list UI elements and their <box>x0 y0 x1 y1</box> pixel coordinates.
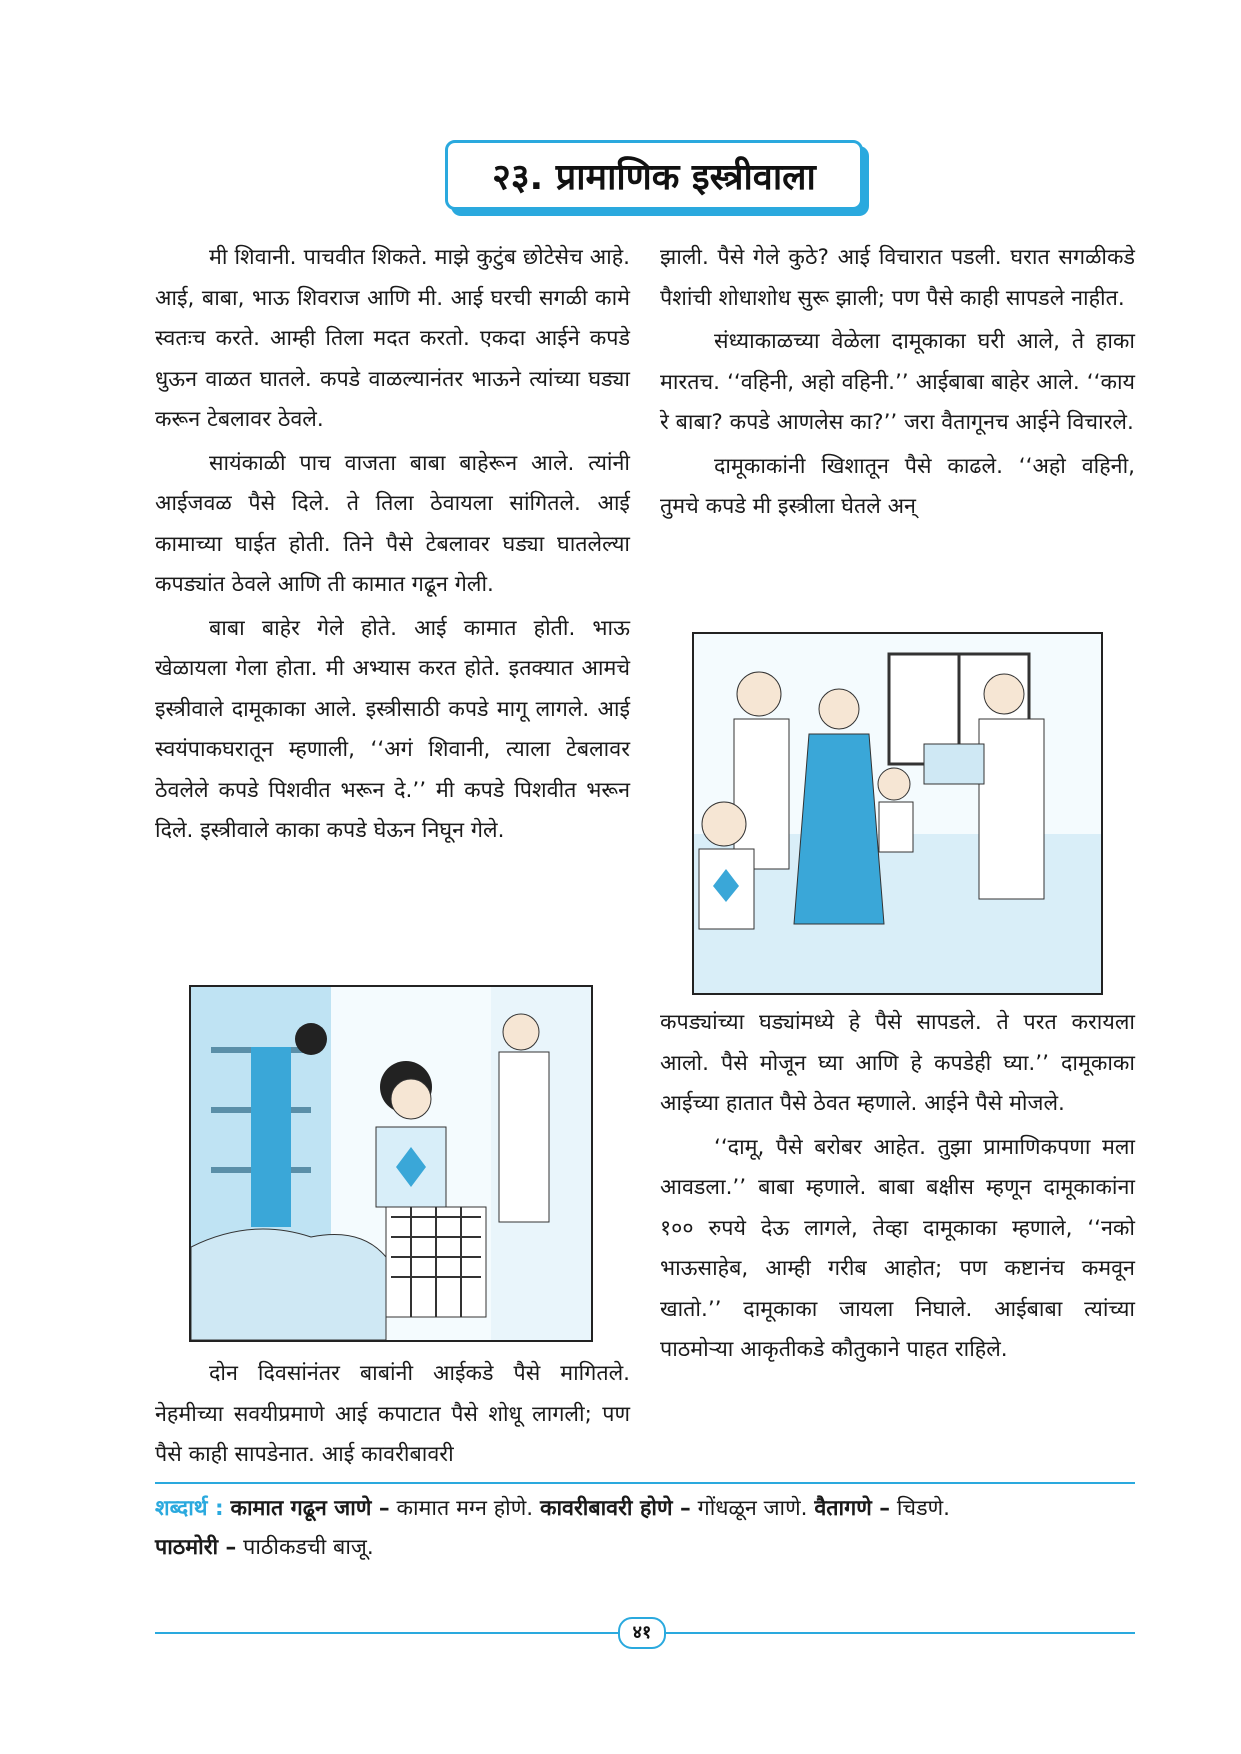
glossary-meaning: चिडणे. <box>896 1496 950 1521</box>
glossary-divider <box>155 1482 1135 1484</box>
glossary-term: वैतागणे – <box>814 1496 891 1521</box>
paragraph: झाली. पैसे गेले कुठे? आई विचारात पडली. घरात सगळीकडे पैशांची शोधाशोध सुरू झाली; पण पैसे काही सापडले नाहीत. <box>660 245 1135 311</box>
glossary-term: कावरीबावरी होणे – <box>539 1496 691 1521</box>
illustration-girl-packing-clothes <box>189 985 593 1342</box>
paragraph: सायंकाळी पाच वाजता बाबा बाहेरून आले. त्यांनी आईजवळ पैसे दिले. ते तिला ठेवायला सांगितले. आई कामाच्या घाईत होती. तिने पैसे टेबलावर घड्या घातलेल्या कपड्यांत ठेवले आणि ती कामात गढून गेली. <box>155 450 630 597</box>
right-column-top <box>660 238 1135 531</box>
glossary-heading: शब्दार्थ : <box>155 1496 224 1521</box>
paragraph: ‘‘दामू, पैसे बरोबर आहेत. तुझा प्रामाणिकपणा मला आवडला.’’ बाबा म्हणाले. बाबा बक्षीस म्हणून दामूकाकांना १०० रुपये देऊ लागले, तेव्हा दामूकाका म्हणाले, ‘‘नको भाऊसाहेब, आम्ही गरीब आहोत; पण कष्टानंच कमवून खातो.’’ दामूकाका जायला निघाले. आईबाबा त्यांच्या पाठमोऱ्या आकृतीकडे कौतुकाने पाहत राहिले. <box>660 1134 1135 1362</box>
glossary-term: कामात गढून जाणे – <box>230 1496 390 1521</box>
glossary-meaning: गोंधळून जाणे. <box>697 1496 808 1521</box>
paragraph: दामूकाकांनी खिशातून पैसे काढले. ‘‘अहो वहिनी, तुमचे कपडे मी इस्त्रीला घेतले अन् <box>660 453 1135 519</box>
footer-rule-right <box>664 1632 1135 1634</box>
left-column-bottom <box>155 1354 630 1479</box>
right-column-bottom <box>660 1003 1135 1374</box>
chapter-title-box <box>445 140 863 210</box>
paragraph: दोन दिवसांनंतर बाबांनी आईकडे पैसे मागितले. नेहमीच्या सवयीप्रमाणे आई कपाटात पैसे शोधू लागली; पण पैसे काही सापडेनात. आई कावरीबावरी <box>155 1361 630 1467</box>
glossary-meaning: कामात मग्न होणे. <box>396 1496 534 1521</box>
glossary-term: पाठमोरी – <box>155 1535 237 1560</box>
paragraph: मी शिवानी. पाचवीत शिकते. माझे कुटुंब छोटेसेच आहे. आई, बाबा, भाऊ शिवराज आणि मी. आई घरची सगळी कामे स्वतःच करते. आम्ही तिला मदत करतो. एकदा आईने कपडे धुऊन वाळत घातले. कपडे वाळल्यानंतर भाऊने त्यांच्या घड्या करून टेबलावर ठेवले. <box>155 245 630 432</box>
paragraph: संध्याकाळच्या वेळेला दामूकाका घरी आले, ते हाका मारतच. ‘‘वहिनी, अहो वहिनी.’’ आईबाबा बाहेर आले. ‘‘काय रे बाबा? कपडे आणलेस का?’’ जरा वैतागूनच आईने विचारले. <box>660 329 1135 435</box>
page-number: ४१ <box>618 1617 666 1649</box>
footer-rule-left <box>155 1632 618 1634</box>
glossary-meaning: पाठीकडची बाजू. <box>243 1535 374 1560</box>
paragraph: कपड्यांच्या घड्यांमध्ये हे पैसे सापडले. ते परत करायला आलो. पैसे मोजून घ्या आणि हे कपडेही घ्या.’’ दामूकाका आईच्या हातात पैसे ठेवत म्हणाले. आईने पैसे मोजले. <box>660 1010 1135 1116</box>
illustration-family-receiving-money <box>692 632 1103 995</box>
glossary <box>155 1489 1135 1567</box>
paragraph: बाबा बाहेर गेले होते. आई कामात होती. भाऊ खेळायला गेला होता. मी अभ्यास करत होते. इतक्यात आमचे इस्त्रीवाले दामूकाका आले. इस्त्रीसाठी कपडे मागू लागले. आई स्वयंपाकघरातून म्हणाली, ‘‘अगं शिवानी, त्याला टेबलावर ठेवलेले कपडे पिशवीत भरून दे.’’ मी कपडे पिशवीत भरून दिले. इस्त्रीवाले काका कपडे घेऊन निघून गेले. <box>155 615 630 843</box>
chapter-title: २३. प्रामाणिक इस्त्रीवाला <box>492 156 816 198</box>
left-column-top <box>155 238 630 855</box>
